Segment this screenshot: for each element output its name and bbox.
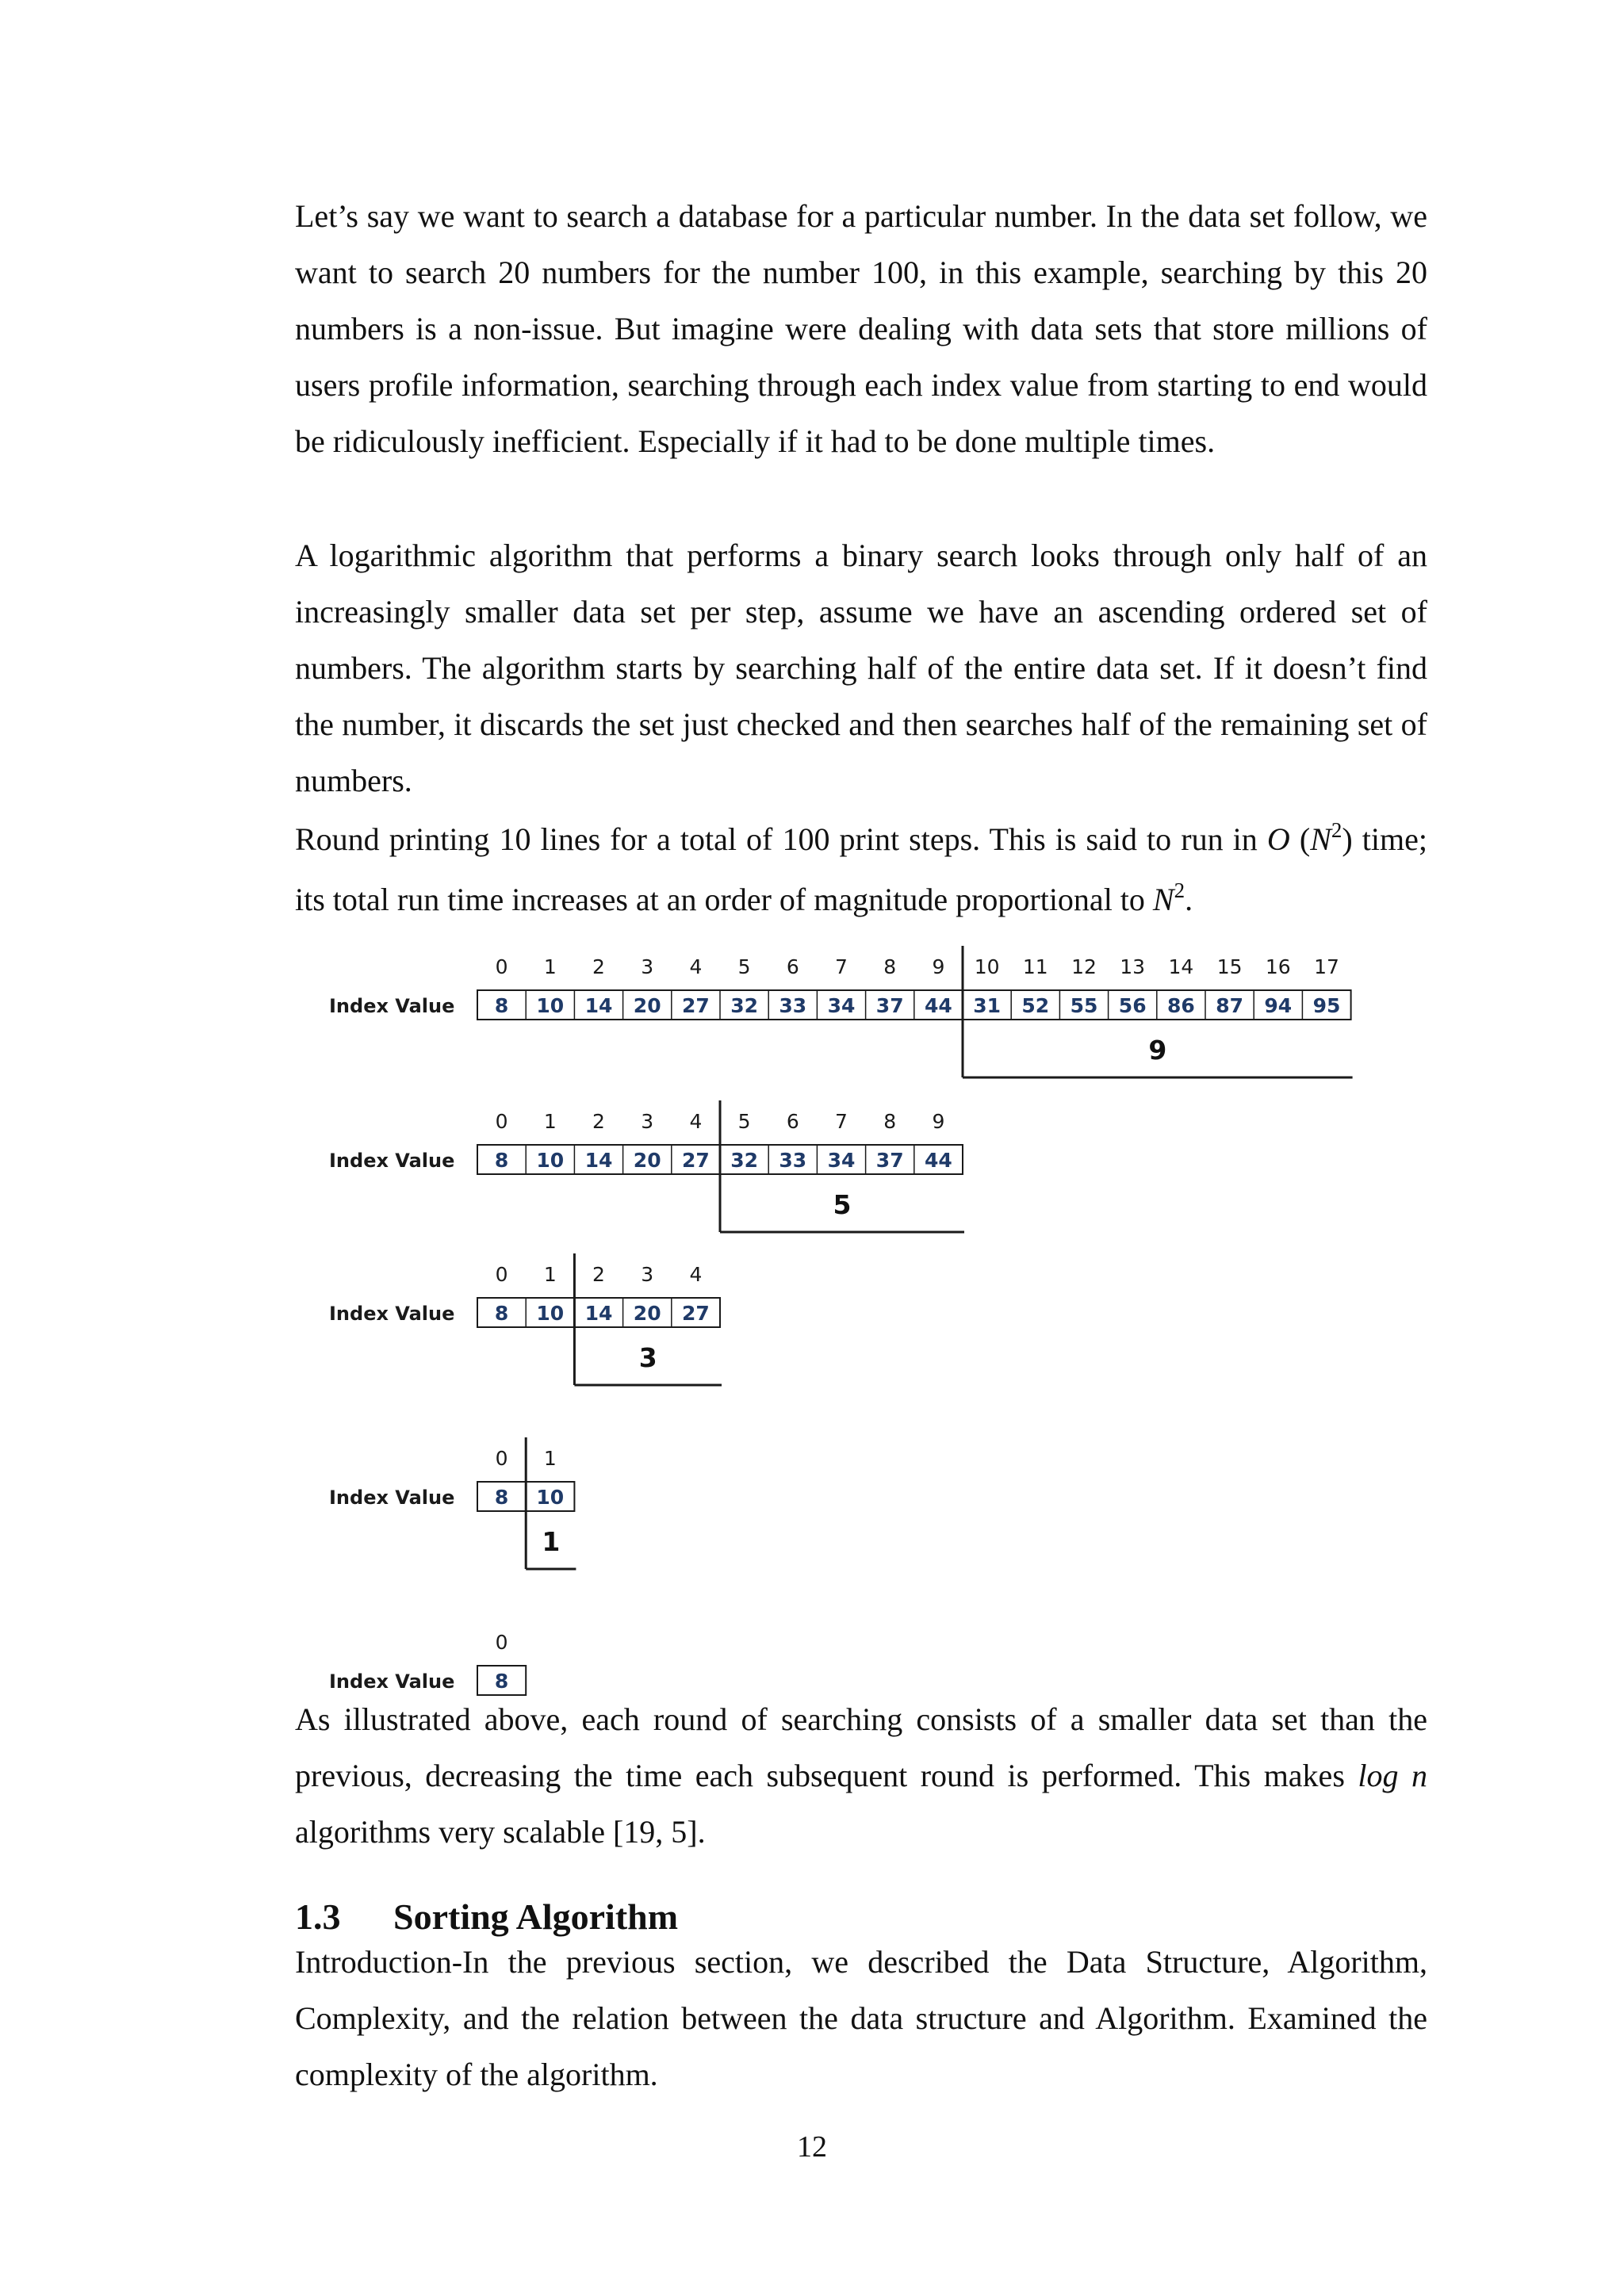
round-3-value: 10: [536, 1486, 565, 1509]
round-0-index-label: 2: [592, 955, 605, 978]
round-1-value: 14: [584, 1149, 613, 1172]
round-0-index-label: 13: [1120, 955, 1146, 978]
round-0-value: 8: [494, 994, 509, 1017]
round-2-value: 8: [494, 1302, 509, 1325]
round-1-value: 37: [875, 1149, 904, 1172]
round-0-value: 32: [730, 994, 758, 1017]
round-4-value: 8: [494, 1670, 509, 1693]
round-1-label: Index Value: [329, 1150, 455, 1172]
round-0-index-label: 12: [1071, 955, 1097, 978]
round-1-index-label: 1: [543, 1110, 557, 1133]
round-1-index-label: 7: [835, 1110, 848, 1133]
round-0-index-label: 14: [1168, 955, 1194, 978]
round-1-value: 20: [633, 1149, 661, 1172]
section-title: Sorting Algorithm: [393, 1896, 679, 1937]
round-1-index-label: 2: [592, 1110, 605, 1133]
round-0-value: 55: [1070, 994, 1098, 1017]
paragraph-binary-search: A logarithmic algorithm that performs a binary search looks through only half of an increasingly smaller data set per step, assume we have an ascending ordered set of numbers. The algorithm starts by searching half of the entire data set. If it doesn’t find the number, it discards the set just checked and then searches half of the remaining set of numbers.: [295, 538, 1427, 798]
round-2-value: 27: [682, 1302, 710, 1325]
round-1-index-label: 0: [495, 1110, 508, 1133]
round-3-index-label: 1: [543, 1447, 557, 1470]
round-0-index-label: 10: [974, 955, 1000, 978]
round-4-label: Index Value: [329, 1670, 455, 1693]
round-1-value: 32: [730, 1149, 758, 1172]
round-0-label: Index Value: [329, 995, 455, 1017]
big-o-symbol: O: [1266, 821, 1290, 857]
round-0-index-label: 1: [543, 955, 557, 978]
round-1-index-label: 9: [932, 1110, 945, 1133]
round-0-value: 20: [633, 994, 661, 1017]
round-0-value: 44: [925, 994, 952, 1017]
round-1-index-label: 6: [786, 1110, 799, 1133]
round-0-value: 37: [875, 994, 904, 1017]
section-heading: [295, 1895, 678, 1939]
round-0-index-label: 0: [495, 955, 508, 978]
round-2-value: 10: [536, 1302, 565, 1325]
round-1-index-label: 8: [883, 1110, 897, 1133]
round-0-index-label: 3: [641, 955, 654, 978]
round-0-step-count: 9: [1148, 1035, 1167, 1066]
round-0-index-label: 7: [835, 955, 848, 978]
round-0-value: 95: [1312, 994, 1341, 1017]
p3-open: (: [1289, 821, 1311, 857]
round-2-label: Index Value: [329, 1303, 455, 1325]
round-1-index-label: 4: [689, 1110, 703, 1133]
round-0-value: 34: [827, 994, 856, 1017]
round-2-value: 14: [584, 1302, 613, 1325]
round-2-index-label: 2: [592, 1263, 605, 1286]
round-0-index-label: 8: [883, 955, 897, 978]
round-0-value: 27: [682, 994, 710, 1017]
round-0-value: 87: [1216, 994, 1243, 1017]
paragraph-intro: Let’s say we want to search a database for a particular number. In the data set follow, we want to search 20 numbers for the number 100, in this example, searching by this 20 numbers is a non-issue. But imagine were dealing with data sets that store millions of users profile information, searching through each index value from starting to end would be ridiculously inefficient. Especially if it had to be done multiple times.: [295, 198, 1427, 459]
round-3-step-count: 1: [542, 1526, 561, 1557]
round-0-index-label: 9: [932, 955, 945, 978]
round-1-value: 10: [536, 1149, 565, 1172]
round-0-value: 86: [1167, 994, 1195, 1017]
round-1-index-label: 5: [737, 1110, 751, 1133]
round-3-index-label: 0: [495, 1447, 508, 1470]
round-4-index-label: 0: [495, 1631, 508, 1654]
round-0-index-label: 6: [786, 955, 799, 978]
round-0-index-label: 16: [1265, 955, 1291, 978]
round-2-index-label: 4: [689, 1263, 703, 1286]
p4-text-b: algorithms very scalable [19, 5].: [295, 1814, 706, 1850]
round-2-index-label: 3: [641, 1263, 654, 1286]
round-0-value: 52: [1021, 994, 1050, 1017]
n-symbol-2: N: [1152, 882, 1174, 917]
round-0-value: 31: [973, 994, 1001, 1017]
round-2-step-count: 3: [638, 1342, 657, 1373]
round-3-value: 8: [494, 1486, 509, 1509]
round-1-step-count: 5: [833, 1189, 852, 1220]
paragraph-sorting-intro: Introduction-In the previous section, we described the Data Structure, Algorithm, Complexity, and the relation between the data structure and Algorithm. Examined the complexity of the algorithm.: [295, 1944, 1427, 2092]
round-1-value: 8: [494, 1149, 509, 1172]
round-0-index-label: 15: [1216, 955, 1243, 978]
exponent-2: 2: [1174, 878, 1185, 902]
round-0-index-label: 5: [737, 955, 751, 978]
p3-text-c: .: [1185, 882, 1193, 917]
log-n-term: log n: [1358, 1758, 1428, 1793]
round-0-value: 56: [1118, 994, 1147, 1017]
round-0-index-label: 11: [1022, 955, 1048, 978]
page-number: 12: [797, 2130, 827, 2164]
round-0-value: 14: [584, 994, 613, 1017]
round-0-value: 94: [1264, 994, 1293, 1017]
round-1-value: 33: [779, 1149, 807, 1172]
p3-text-b: ) time; its total run time increases at an order of magnitude proportional to: [295, 821, 1427, 917]
exponent: 2: [1331, 818, 1342, 842]
round-2-index-label: 1: [543, 1263, 557, 1286]
round-1-value: 44: [925, 1149, 952, 1172]
round-3-label: Index Value: [329, 1487, 455, 1509]
round-0-value: 10: [536, 994, 565, 1017]
p3-text-a: Round printing 10 lines for a total of 100 print steps. This is said to run in: [295, 821, 1267, 857]
round-1-index-label: 3: [641, 1110, 654, 1133]
round-0-index-label: 4: [689, 955, 703, 978]
round-1-value: 27: [682, 1149, 710, 1172]
section-number: 1.3: [295, 1896, 341, 1937]
round-1-value: 34: [827, 1149, 856, 1172]
n-symbol: N: [1310, 821, 1331, 857]
paragraph-illustration: [295, 1691, 1427, 1860]
round-2-value: 20: [633, 1302, 661, 1325]
round-0-index-label: 17: [1314, 955, 1339, 978]
round-0-value: 33: [779, 994, 807, 1017]
p4-text-a: As illustrated above, each round of searching consists of a smaller data set than the previous, decreasing the time each subsequent round is performed. This makes: [295, 1701, 1427, 1793]
round-2-index-label: 0: [495, 1263, 508, 1286]
